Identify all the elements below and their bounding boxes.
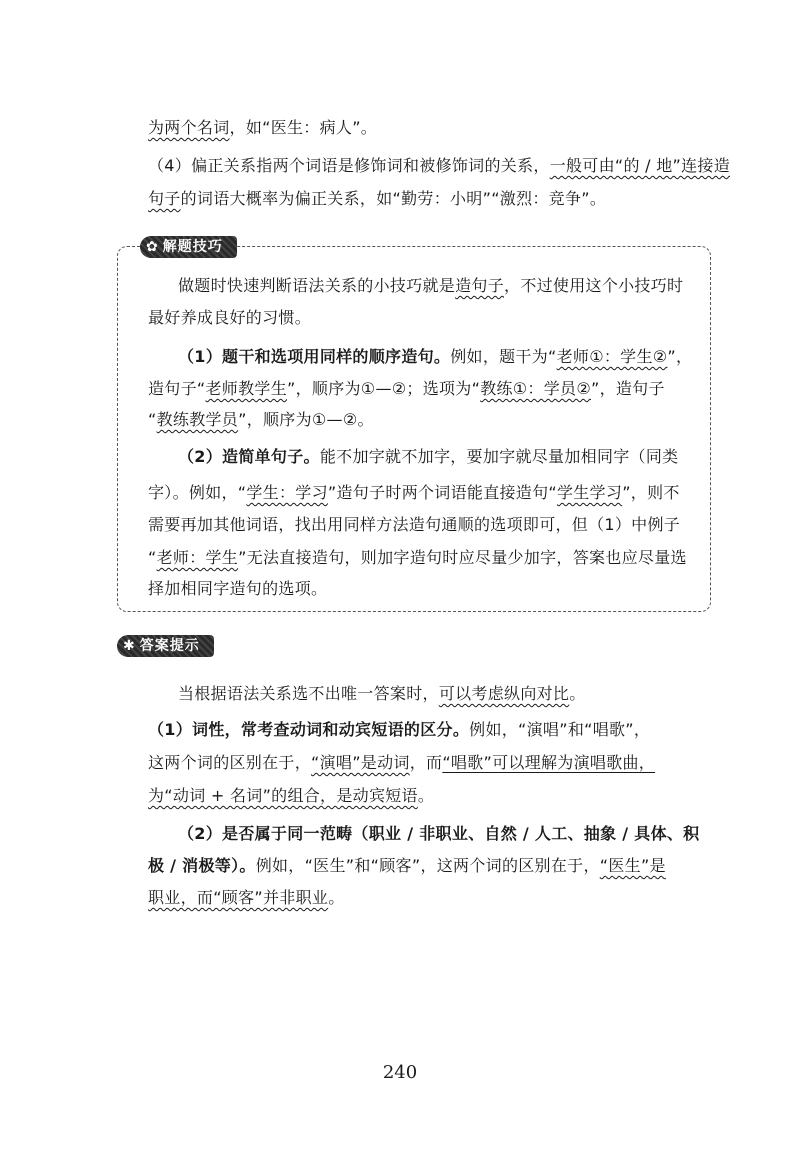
wavy-text: “演唱”是动词	[311, 753, 410, 772]
tips-p1-line-2: 最好养成良好的习惯。	[148, 308, 312, 327]
intro-line-1: 为两个名词，如“医生：病人”。	[148, 118, 378, 137]
wavy-text: 学生：学习	[246, 483, 328, 502]
wavy-text: 造句子	[455, 276, 505, 295]
tips-header	[140, 236, 237, 258]
wavy-text: 一般可由“的 / 地”连接造	[549, 156, 731, 175]
wavy-text: 为两个名词	[148, 118, 230, 137]
tips-p3-line-2: 字）。例如，“学生：学习”造句子时两个词语能直接造句“学生学习”，则不	[148, 483, 680, 502]
tips-p3-line-4: “老师：学生”无法直接造句，则加字造句时应尽量少加字，答案也应尽量选	[148, 548, 687, 567]
answers-p3-line-1: （2）是否属于同一范畴（职业 / 非职业、自然 / 人工、抽象 / 具体、积	[178, 824, 700, 843]
wavy-text: 为“动词 + 名词”的组合，是动宾短语	[148, 786, 418, 805]
answers-p3-line-2: 极 / 消极等）。例如，“医生”和“顾客”，这两个词的区别在于，“医生”是	[148, 856, 666, 875]
wavy-text: 可以考虑纵向对比	[438, 684, 570, 703]
wavy-text: 教练教学员	[156, 410, 239, 429]
tips-p2-line-1: （1）题干和选项用同样的顺序造句。例如，题干为“老师①：学生②”，	[178, 347, 693, 366]
answers-p1: 当根据语法关系选不出唯一答案时，可以考虑纵向对比。	[178, 684, 586, 703]
wavy-text: 句子	[148, 189, 181, 208]
intro-line-3: 句子的词语大概率为偏正关系，如“勤劳：小明”“激烈：竞争”。	[148, 189, 607, 208]
tips-p3-line-5: 择加相同字造句的选项。	[148, 579, 328, 598]
page-number: 240	[382, 1062, 418, 1083]
flower-icon: ✿	[146, 239, 159, 255]
wavy-text: 老师①：学生②	[556, 347, 668, 366]
wavy-text: 老师：学生	[156, 548, 239, 567]
wavy-text: 学生学习	[557, 483, 623, 502]
star-icon: ✱	[123, 638, 136, 654]
wavy-text: 教练①：学员②	[480, 379, 591, 398]
answers-p3-line-3: 职业，而“顾客”并非职业。	[148, 888, 345, 907]
answers-p2-line-1: （1）词性，常考查动词和动宾短语的区分。例如，“演唱”和“唱歌”，	[148, 720, 651, 739]
tips-p2-line-3: “教练教学员”，顺序为①—②。	[148, 410, 374, 429]
tips-header-label: 解题技巧	[162, 239, 223, 255]
wavy-text: 老师教学生	[205, 379, 288, 398]
underlined-text: “唱歌”可以理解为演唱歌曲，	[442, 753, 656, 772]
tips-p1-line-1: 做题时快速判断语法关系的小技巧就是造句子，不过使用这个小技巧时	[178, 276, 684, 295]
tips-p3-line-1: （2）造简单句子。能不加字就不加字，要加字就尽量加相同字（同类	[178, 447, 679, 466]
tips-p2-line-2: 造句子“老师教学生”，顺序为①—②；选项为“教练①：学员②”，造句子	[148, 379, 665, 398]
intro-line-2: （4）偏正关系指两个词语是修饰词和被修饰词的关系，一般可由“的 / 地”连接造	[148, 156, 731, 175]
wavy-text: 职业，而“顾客”并非职业	[148, 888, 329, 907]
tips-p3-line-3: 需要再加其他词语，找出用同样方法造句通顺的选项即可，但（1）中例子	[148, 515, 681, 534]
answers-p2-line-2: 这两个词的区别在于，“演唱”是动词，而“唱歌”可以理解为演唱歌曲，	[148, 753, 656, 772]
answers-p2-line-3: 为“动词 + 名词”的组合，是动宾短语。	[148, 786, 435, 805]
answers-header	[117, 635, 214, 657]
wavy-text: “医生”是	[599, 856, 666, 875]
answers-header-label: 答案提示	[139, 638, 200, 654]
